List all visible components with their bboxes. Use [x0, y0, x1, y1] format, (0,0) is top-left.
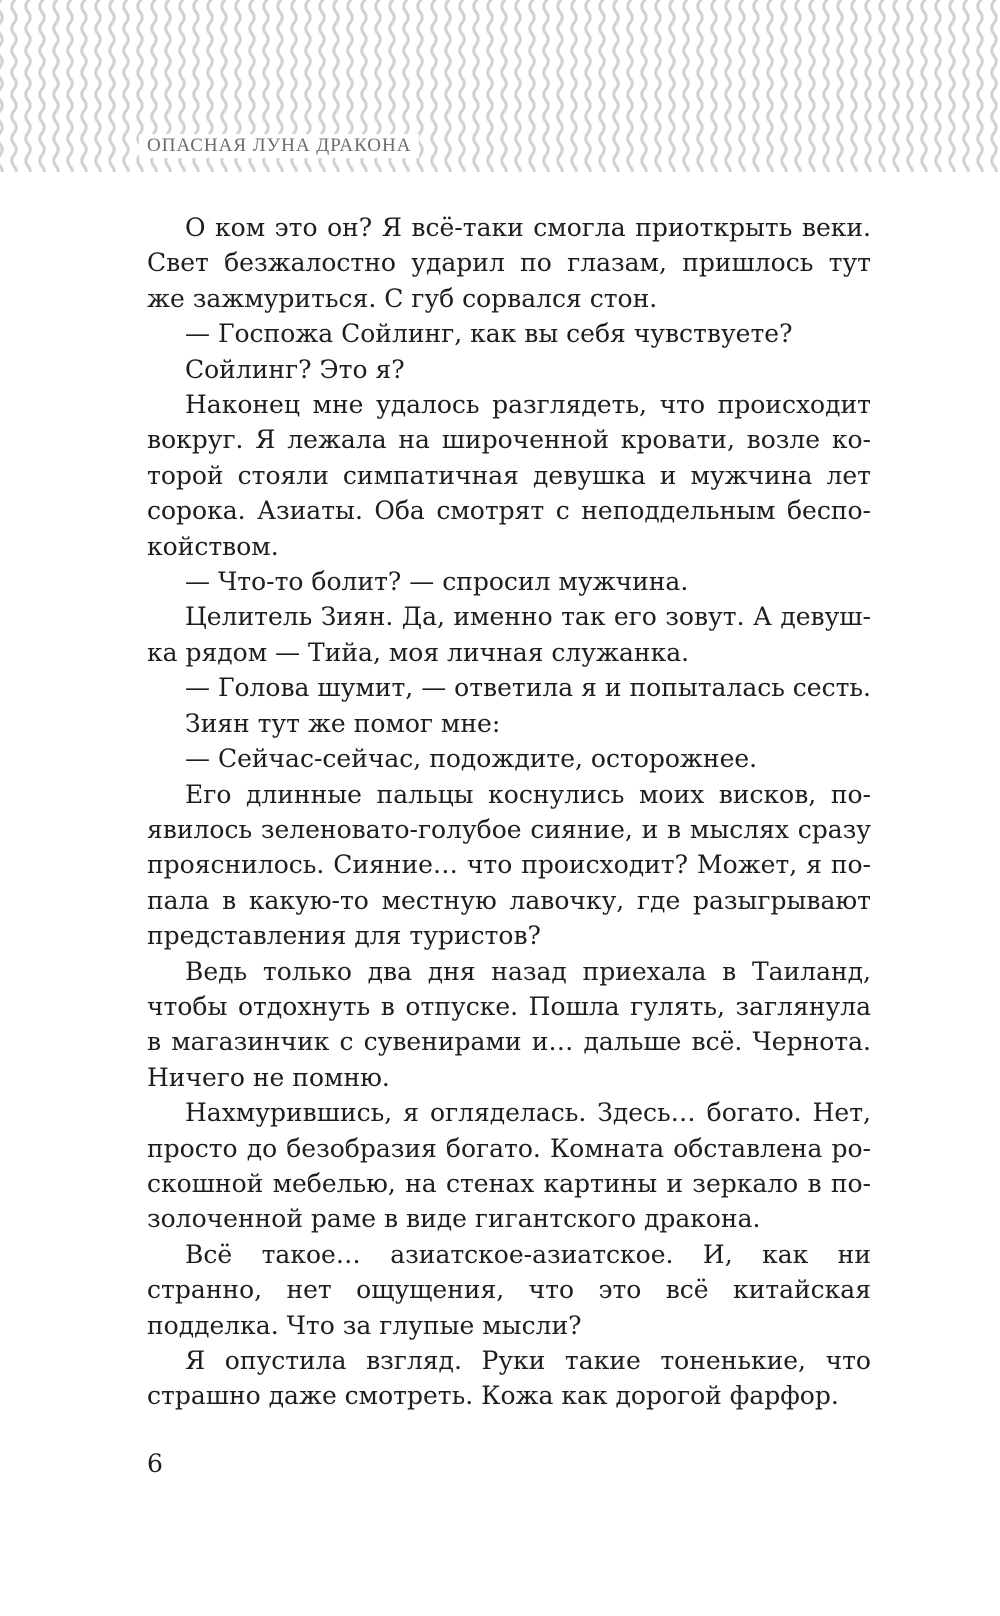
paragraph: — Что-то болит? — спросил мужчина. — [185, 567, 689, 597]
wave-line — [992, 0, 997, 172]
wave-line — [26, 0, 31, 172]
wave-line — [460, 0, 465, 172]
wave-line — [40, 0, 45, 172]
wave-line — [124, 0, 129, 172]
paragraph: Его длинные пальцы коснулись моих висков, появилось зеленовато-голубое сияние, и в мыслях сразу прояснилось. Сияние… что происходит? Может, я попала в какую-то местную лавочку, где разыгрывают представления для туристов? — [147, 779, 871, 951]
paragraph: Сойлинг? Это я? — [185, 354, 405, 384]
paragraph: Зиян тут же помог мне: — [185, 708, 501, 738]
paragraph: Всё такое… азиатское-азиатское. И, как ни странно, нет ощущения, что это всё китайская подделка. Что за глупые мысли? — [147, 1239, 871, 1340]
wave-line — [544, 0, 549, 172]
wave-line — [810, 0, 815, 172]
wave-line — [950, 0, 955, 172]
wave-line — [68, 0, 73, 172]
wave-line — [488, 0, 493, 172]
paragraph: Нахмурившись, я огляделась. Здесь… богато. Нет, просто до безобразия богато. Комната обставлена роскошной мебелью, на стенах картины и зеркало в позолоченной раме в виде гигантского дракона. — [147, 1098, 871, 1234]
wave-line — [474, 0, 479, 172]
wave-line — [0, 0, 2, 172]
wave-line — [502, 0, 507, 172]
wave-line — [12, 0, 17, 172]
paragraph: Наконец мне удалось разглядеть, что происходит вокруг. Я лежала на широченной кровати, возле которой стояли симпатичная девушка и мужчина лет сорока. Азиаты. Оба смотрят с неподдельным беспокойством. — [147, 390, 871, 561]
wave-line — [516, 0, 521, 172]
body-text — [147, 210, 871, 1414]
decorative-header — [0, 0, 1000, 172]
page-number: 6 — [147, 1449, 163, 1478]
wave-line — [740, 0, 745, 172]
wave-line — [964, 0, 969, 172]
wave-line — [838, 0, 843, 172]
wave-line — [852, 0, 857, 172]
wave-line — [712, 0, 717, 172]
wave-line — [796, 0, 801, 172]
wave-line — [670, 0, 675, 172]
wave-line — [110, 0, 115, 172]
paragraph: — Госпожа Сойлинг, как вы себя чувствуете? — [185, 319, 793, 349]
wave-line — [684, 0, 689, 172]
wave-line — [642, 0, 647, 172]
wave-line — [698, 0, 703, 172]
wave-line — [866, 0, 871, 172]
paragraph: Целитель Зиян. Да, именно так его зовут. А девушка рядом — Тийа, моя личная служанка. — [147, 602, 871, 667]
wave-line — [614, 0, 619, 172]
paragraph: О ком это он? Я всё-таки смогла приоткрыть веки. Свет безжалостно ударил по глазам, пришлось тут же зажмуриться. С губ сорвался стон. — [147, 213, 871, 313]
wave-line — [558, 0, 563, 172]
wave-line — [880, 0, 885, 172]
paragraph: Я опустила взгляд. Руки такие тоненькие, что страшно даже смотреть. Кожа как дорогой фарфор. — [147, 1346, 871, 1411]
paragraph: — Голова шумит, — ответила я и попыталась сесть. — [185, 673, 871, 703]
wave-line — [446, 0, 451, 172]
wave-line — [726, 0, 731, 172]
running-title: ОПАСНАЯ ЛУНА ДРАКОНА — [139, 134, 419, 158]
paragraph: Ведь только два дня назад приехала в Таиланд, чтобы отдохнуть в отпуске. Пошла гулять, заглянула в магазинчик с сувенирами и… дальше всё. Чернота. Ничего не помню. — [147, 956, 871, 1092]
wave-line — [894, 0, 899, 172]
wave-line — [54, 0, 59, 172]
paragraph: — Сейчас-сейчас, подождите, осторожнее. — [185, 744, 758, 774]
wave-line — [628, 0, 633, 172]
wave-line — [82, 0, 87, 172]
wave-line — [656, 0, 661, 172]
wave-line — [600, 0, 605, 172]
wave-line — [782, 0, 787, 172]
wave-line — [936, 0, 941, 172]
wave-line — [768, 0, 773, 172]
wave-line — [754, 0, 759, 172]
wave-line — [586, 0, 591, 172]
wave-line — [96, 0, 101, 172]
wave-line — [978, 0, 983, 172]
wave-line — [922, 0, 927, 172]
wave-line — [824, 0, 829, 172]
wave-line — [908, 0, 913, 172]
wave-line — [432, 0, 437, 172]
wave-line — [530, 0, 535, 172]
wave-line — [572, 0, 577, 172]
